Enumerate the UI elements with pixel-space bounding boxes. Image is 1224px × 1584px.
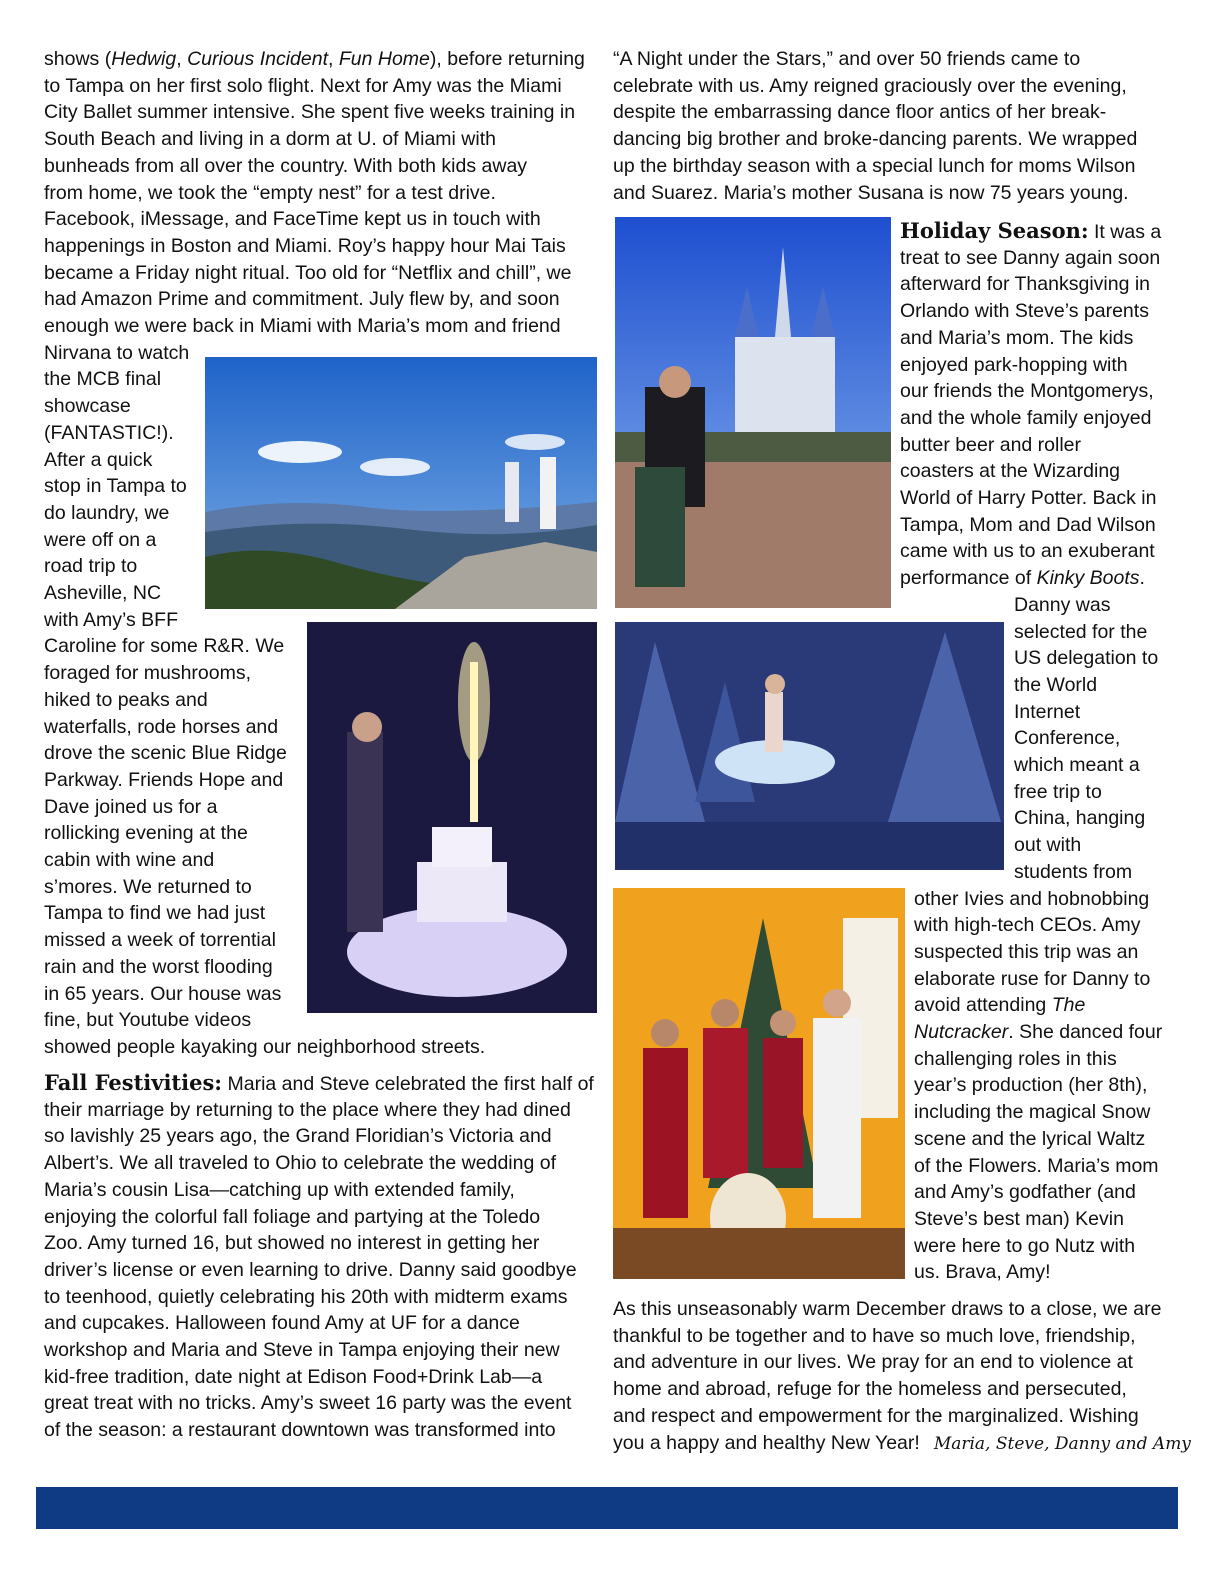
narrow-line: Nirvana to watch (44, 341, 190, 364)
danny-line: Danny was (1014, 593, 1111, 616)
fall-line: Albert’s. We all traveled to Ohio to celebrate the wedding of (44, 1152, 556, 1175)
mid-line: in 65 years. Our house was (44, 982, 282, 1005)
fall-line: Maria’s cousin Lisa—catching up with extended family, (44, 1178, 515, 1201)
mid-line: showed people kayaking our neighborhood streets. (44, 1035, 486, 1058)
ivies-line: of the Flowers. Maria’s mom (914, 1154, 1159, 1177)
danny-line: China, hanging (1014, 807, 1146, 830)
intro-line: had Amazon Prime and commitment. July flew by, and soon (44, 288, 560, 311)
holiday-line: coasters at the Wizarding (900, 460, 1121, 483)
holiday-first-line: Holiday Season: It was a (900, 218, 1162, 243)
signature: Maria, Steve, Danny and Amy (933, 1433, 1191, 1454)
intro-line: South Beach and living in a dorm at U. of Miami with (44, 128, 496, 151)
fall-line: and cupcakes. Halloween found Amy at UF for a dance (44, 1312, 520, 1335)
right-top-line: celebrate with us. Amy reigned graciously over the evening, (613, 74, 1127, 97)
fall-line: of the season: a restaurant downtown was transformed into (44, 1419, 556, 1442)
narrow-line: were off on a (44, 528, 157, 551)
danny-line: Conference, (1014, 727, 1121, 750)
intro-line: became a Friday night ritual. Too old for “Netflix and chill”, we (44, 261, 572, 284)
holiday-line: enjoyed park-hopping with (900, 353, 1128, 376)
fall-line: kid-free tradition, date night at Edison Food+Drink Lab—a (44, 1365, 543, 1388)
holiday-line: World of Harry Potter. Back in (900, 487, 1157, 509)
holiday-line: Tampa, Mom and Dad Wilson (900, 513, 1156, 536)
mid-line: foraged for mushrooms, (44, 662, 252, 685)
fall-line: to teenhood, quietly celebrating his 20th with midterm exams (44, 1285, 568, 1308)
fall-line: driver’s license or even learning to drive. Danny said goodbye (44, 1258, 577, 1281)
ivies-line: Steve’s best man) Kevin (914, 1207, 1124, 1230)
mid-line: rollicking evening at the (44, 822, 248, 845)
narrow-line: the MCB final (44, 368, 162, 391)
intro-line: bunheads from all over the country. With both kids away (44, 154, 528, 177)
ivies-line: challenging roles in this (914, 1047, 1117, 1070)
mid-line: Caroline for some R&R. We (44, 635, 285, 658)
narrow-line: with Amy’s BFF (44, 608, 178, 631)
right-top-line: despite the embarrassing dance floor antics of her break- (613, 101, 1107, 124)
birthday-cake-photo (307, 622, 597, 1013)
holiday-line: treat to see Danny again soon (900, 246, 1161, 269)
narrow-line: road trip to (44, 555, 138, 578)
mid-line: Tampa to find we had just (44, 902, 266, 925)
ivies-line: and Amy’s godfather (and (914, 1181, 1136, 1204)
holiday-line: afterward for Thanksgiving in (900, 273, 1151, 296)
intro-line: enough we were back in Miami with Maria’s mom and friend (44, 315, 561, 337)
footer-bar (36, 1487, 1178, 1529)
ivies-line: scene and the lyrical Waltz (914, 1127, 1146, 1150)
mid-line: Parkway. Friends Hope and (44, 768, 284, 791)
mid-line: drove the scenic Blue Ridge (44, 742, 287, 765)
intro-line: Facebook, iMessage, and FaceTime kept us in touch with (44, 208, 541, 231)
narrow-line: (FANTASTIC!). (44, 421, 174, 444)
right-top-line: dancing big brother and broke-dancing parents. We wrapped (613, 128, 1138, 151)
ivies-line: us. Brava, Amy! (914, 1261, 1051, 1284)
ivies-line: year’s production (her 8th), (914, 1074, 1148, 1097)
ivies-line: avoid attending The (914, 994, 1086, 1017)
ivies-line: elaborate ruse for Danny to (914, 967, 1151, 990)
holiday-line: performance of Kinky Boots. (900, 567, 1145, 590)
ivies-line: including the magical Snow (914, 1101, 1151, 1124)
intro-line: to Tampa on her first solo flight. Next for Amy was the Miami (44, 74, 562, 97)
narrow-line: showcase (44, 395, 131, 418)
fall-line: Zoo. Amy turned 16, but showed no interest in getting her (44, 1232, 540, 1255)
danny-line: which meant a (1014, 754, 1140, 776)
intro-line: happenings in Boston and Miami. Roy’s happy hour Mai Tais (44, 234, 566, 257)
narrow-line: After a quick (44, 448, 153, 471)
closing-line: and respect and empowerment for the marginalized. Wishing (613, 1404, 1139, 1427)
closing-line: thankful to be together and to have so much love, friendship, (613, 1324, 1136, 1347)
holiday-line: and Maria’s mom. The kids (900, 326, 1134, 349)
holiday-season-heading: Holiday Season: (900, 218, 1089, 243)
fall-line: so lavishly 25 years ago, the Grand Floridian’s Victoria and (44, 1125, 552, 1148)
ivies-line: suspected this trip was an (914, 940, 1139, 963)
right-top-line: up the birthday season with a special lunch for moms Wilson (613, 154, 1136, 177)
fall-festivities-heading: Fall Festivities: (44, 1070, 223, 1095)
fall-line: their marriage by returning to the place where they had dined (44, 1098, 571, 1121)
ivies-line: Nutcracker. She danced four (914, 1021, 1163, 1043)
mid-line: rain and the worst flooding (44, 955, 273, 978)
fall-line: workshop and Maria and Steve in Tampa enjoying their new (44, 1339, 560, 1361)
fall-first-line: Fall Festivities: Maria and Steve celebrated the first half of (44, 1070, 594, 1095)
ballet-photo (615, 622, 1004, 870)
ivies-line: were here to go Nutz with (914, 1234, 1136, 1257)
danny-line: the World (1014, 673, 1098, 696)
mid-line: missed a week of torrential (44, 929, 276, 952)
danny-line: Internet (1014, 700, 1081, 723)
holiday-line: and the whole family enjoyed (900, 406, 1152, 429)
mid-line: s’mores. We returned to (44, 875, 252, 898)
mid-line: waterfalls, rode horses and (44, 715, 279, 738)
mid-line: cabin with wine and (44, 849, 215, 871)
narrow-line: Asheville, NC (44, 582, 162, 604)
closing-line: As this unseasonably warm December draws to a close, we are (613, 1298, 1162, 1320)
danny-line: out with (1014, 834, 1082, 857)
intro-line: from home, we took the “empty nest” for a test drive. (44, 181, 496, 204)
closing-line: you a happy and healthy New Year! Maria, Steve, Danny and Amy (613, 1431, 1191, 1454)
danny-line: US delegation to (1014, 647, 1159, 670)
mid-line: Dave joined us for a (44, 795, 218, 818)
holiday-line: our friends the Montgomerys, (900, 380, 1154, 403)
fall-line: enjoying the colorful fall foliage and partying at the Toledo (44, 1205, 541, 1228)
danny-line: students from (1014, 860, 1133, 883)
castle-photo (615, 217, 891, 608)
closing-line: home and abroad, refuge for the homeless and persecuted, (613, 1378, 1127, 1401)
ivies-line: with high-tech CEOs. Amy (914, 914, 1141, 937)
family-photo (613, 888, 905, 1279)
danny-line: selected for the (1014, 620, 1148, 643)
right-top-line: and Suarez. Maria’s mother Susana is now 75 years young. (613, 181, 1129, 204)
mid-line: fine, but Youtube videos (44, 1009, 252, 1032)
holiday-line: Orlando with Steve’s parents (900, 300, 1149, 323)
fall-line: great treat with no tricks. Amy’s sweet 16 party was the event (44, 1392, 572, 1415)
holiday-line: butter beer and roller (900, 433, 1082, 456)
narrow-line: do laundry, we (44, 501, 170, 524)
right-top-line: “A Night under the Stars,” and over 50 friends came to (613, 48, 1081, 70)
intro-first-line: shows (Hedwig, Curious Incident, Fun Home), before returning (44, 48, 585, 70)
mountain-photo (205, 357, 597, 609)
narrow-line: stop in Tampa to (44, 475, 187, 498)
danny-line: free trip to (1014, 780, 1102, 803)
ivies-line: other Ivies and hobnobbing (914, 887, 1150, 910)
closing-line: and adventure in our lives. We pray for an end to violence at (613, 1351, 1133, 1374)
intro-line: City Ballet summer intensive. She spent five weeks training in (44, 101, 576, 124)
mid-line: hiked to peaks and (44, 688, 208, 711)
holiday-line: came with us to an exuberant (900, 540, 1155, 563)
